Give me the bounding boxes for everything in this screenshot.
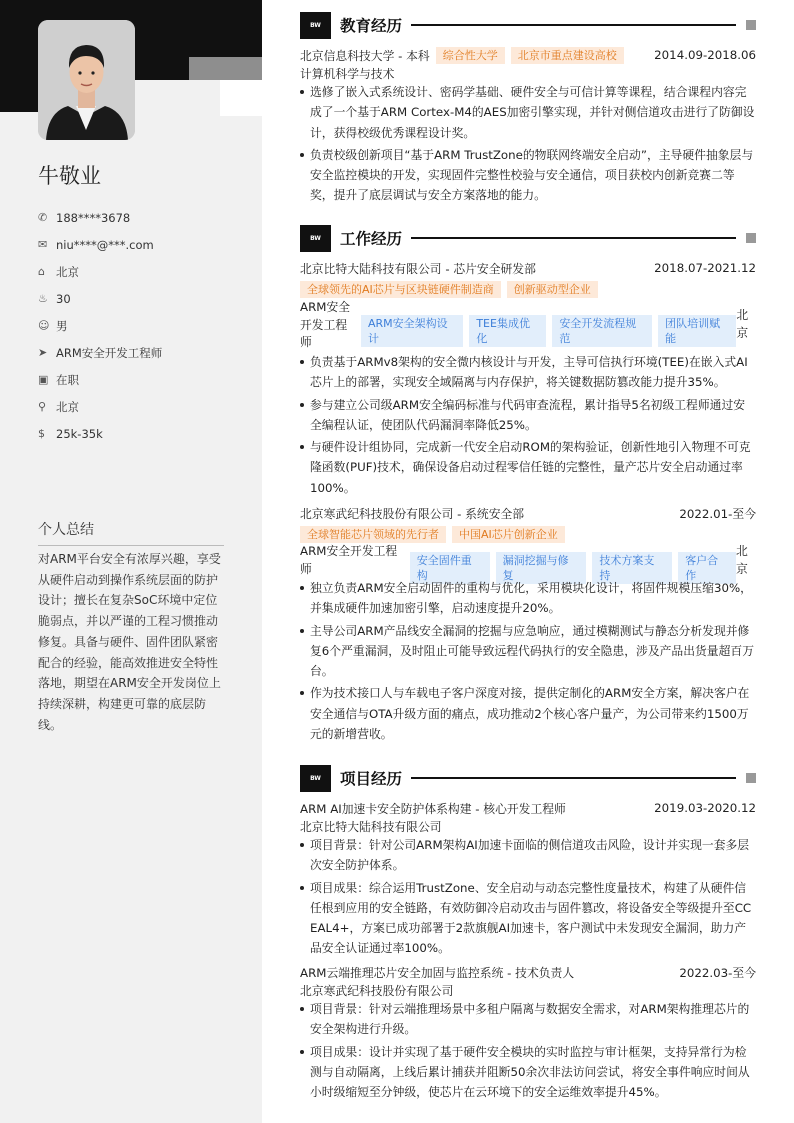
skill-tag: ARM安全架构设计 <box>361 315 463 347</box>
job-company: 北京寒武纪科技股份有限公司 - 系统安全部 <box>300 506 525 521</box>
job-date: 2022.01-至今 <box>679 506 756 521</box>
company-tag: 创新驱动型企业 <box>507 281 598 298</box>
contact-info-item <box>38 204 162 231</box>
project-name: ARM AI加速卡安全防护体系构建 - 核心开发工程师 <box>300 801 566 816</box>
contact-info-item <box>38 339 162 366</box>
header-decor-block <box>135 57 189 80</box>
divider <box>411 24 736 26</box>
money-icon: $ <box>38 427 45 440</box>
project-header-row <box>300 963 756 981</box>
divider <box>411 777 736 779</box>
section-title: 教育经历 <box>340 17 403 35</box>
work-section-header <box>300 224 756 252</box>
job-position: ARM安全开发工程师 <box>300 300 351 349</box>
list-item: 项目成果：设计并实现了基于硬件安全模块的实时监控与审计框架，支持异常行为检测与自动隔离，上线后累计捕获并阻断50余次非法访问尝试，将安全事件响应时间从小时级缩短至分钟级，使芯片在云环境下的安全运维效率提升45%。 <box>300 1042 756 1103</box>
job-header-row <box>300 259 756 277</box>
skill-tag: 漏洞挖掘与修复 <box>496 552 587 584</box>
project-company: 北京寒武纪科技股份有限公司 <box>300 983 454 998</box>
phone-icon: ✆ <box>38 211 48 224</box>
job-bullets <box>300 578 756 746</box>
skill-tag: TEE集成优化 <box>469 315 546 347</box>
project-header-row <box>300 799 756 817</box>
contact-info-item <box>38 231 162 258</box>
job-position-row <box>300 299 756 352</box>
major-name: 计算机科学与技术 <box>300 66 395 81</box>
contact-info-item <box>38 393 162 420</box>
briefcase-icon: ▣ <box>38 373 49 386</box>
summary-text: 对ARM平台安全有浓厚兴趣，享受从硬件启动到操作系统层面的防护设计；擅长在复杂SoC环境中定位脆弱点，并以严谨的工程习惯推动修复。具备与硬件、固件团队紧密配合的经验，能高效推进安全特性落地，期望在ARM安全开发岗位上持续深耕，构建更可靠的底层防线。 <box>38 552 221 732</box>
list-item: 项目背景：针对云端推理场景中多租户隔离与数据安全需求，对ARM架构推理芯片的安全架构进行升级。 <box>300 999 756 1040</box>
company-tag: 中国AI芯片创新企业 <box>452 526 565 543</box>
list-item: 参与建立公司级ARM安全编码标准与代码审查流程，累计指导5名初级工程师通过安全编程认证，使团队代码漏洞率降低25%。 <box>300 395 756 436</box>
list-item: 与硬件设计组协同，完成新一代安全启动ROM的架构验证，创新性地引入物理不可克隆函数(PUF)技术，确保设备启动过程零信任链的完整性，量产芯片安全启动通过率100%。 <box>300 437 756 498</box>
school-tag: 北京市重点建设高校 <box>511 47 624 64</box>
company-tags <box>300 526 565 543</box>
skill-tag: 客户合作 <box>678 552 736 584</box>
square-icon <box>746 233 756 243</box>
square-icon <box>746 20 756 30</box>
skill-tag: 团队培训赋能 <box>658 315 736 347</box>
contact-info-text: 男 <box>56 318 68 333</box>
list-item: 作为技术接口人与车载电子客户深度对接，提供定制化的ARM安全方案，解决客户在安全通信与OTA升级方面的痛点，成功推动2个核心客户量产，为公司带来约1500万元的新增营收。 <box>300 683 756 744</box>
home-icon: ⌂ <box>38 265 45 278</box>
project-bullets <box>300 835 756 961</box>
school-tag: 综合性大学 <box>436 47 505 64</box>
education-section-header <box>300 11 756 39</box>
job-bullets <box>300 352 756 500</box>
square-icon <box>746 773 756 783</box>
job-city: 北京 <box>736 544 748 576</box>
project-date: 2019.03-2020.12 <box>654 801 756 815</box>
smile-icon: ☺ <box>38 319 50 332</box>
send-icon: ➤ <box>38 346 48 359</box>
project-section-header <box>300 764 756 792</box>
project-bullets <box>300 999 756 1104</box>
skill-tag: 技术方案支持 <box>592 552 672 584</box>
contact-info-text: ARM安全开发工程师 <box>56 345 163 360</box>
job-header-row <box>300 504 756 522</box>
project-company-row <box>300 981 756 999</box>
project-company-row <box>300 817 756 835</box>
cake-icon: ♨ <box>38 292 48 305</box>
contact-info-text: 30 <box>56 291 71 306</box>
contact-info-text: 北京 <box>56 399 79 414</box>
header-decor-block <box>0 57 38 112</box>
header-decor-white-block <box>220 80 262 116</box>
bw-logo-icon: BW <box>300 765 331 792</box>
person-avatar-icon <box>38 20 135 140</box>
list-item: 负责校级创新项目“基于ARM TrustZone的物联网终端安全启动”，主导硬件抽象层与安全监控模块的开发，实现固件完整性校验与安全通信，项目获校内创新竞赛二等奖，提升了底层调试与安全方案落地的能力。 <box>300 145 756 206</box>
contact-info-item <box>38 420 162 447</box>
header-decor-gray-block <box>189 57 262 80</box>
list-item: 项目成果：综合运用TrustZone、安全启动与动态完整性度量技术，构建了从硬件信任根到应用的安全链路，有效防御冷启动攻击与固件篡改，将设备安全等级提升至CC EAL4+，方案已成功部署于2款旗舰AI加速卡，客户测试中未发现安全漏洞，助力产品安全认证通过率100%。 <box>300 878 756 959</box>
bw-logo-icon: BW <box>300 225 331 252</box>
section-title: 项目经历 <box>340 770 403 788</box>
list-item: 项目背景：针对公司ARM架构AI加速卡面临的侧信道攻击风险，设计并实现一套多层次安全防护体系。 <box>300 835 756 876</box>
contact-info-text: 在职 <box>56 372 79 387</box>
contact-info-item <box>38 285 162 312</box>
skill-tags <box>355 315 736 347</box>
divider <box>411 237 736 239</box>
contact-info-text: niu****@***.com <box>56 237 154 252</box>
school-name: 北京信息科技大学 - 本科 <box>300 48 430 63</box>
list-item: 独立负责ARM安全启动固件的重构与优化，采用模块化设计，将固件规模压缩30%，并集成硬件加速加密引擎，启动速度提升20%。 <box>300 578 756 619</box>
education-bullets <box>300 82 756 208</box>
section-title: 工作经历 <box>340 230 403 248</box>
job-position: ARM安全开发工程师 <box>300 544 398 576</box>
skill-tag: 安全开发流程规范 <box>552 315 652 347</box>
contact-info-item <box>38 258 162 285</box>
company-tag: 全球智能芯片领域的先行者 <box>300 526 446 543</box>
project-name: ARM云端推理芯片安全加固与监控系统 - 技术负责人 <box>300 965 575 980</box>
company-tags <box>300 281 598 298</box>
education-major-row <box>300 64 756 82</box>
job-date: 2018.07-2021.12 <box>654 261 756 275</box>
pin-icon: ⚲ <box>38 400 47 413</box>
education-school-row <box>300 46 756 64</box>
sidebar <box>0 0 262 1123</box>
list-item: 选修了嵌入式系统设计、密码学基础、硬件安全与可信计算等课程，结合课程内容完成了一个基于ARM Cortex-M4的AES加密引擎实现，并针对侧信道攻击进行了防御设计，获得校级优秀课程设计奖。 <box>300 82 756 143</box>
contact-info-text: 188****3678 <box>56 210 131 225</box>
contact-info-item <box>38 366 162 393</box>
contact-info-list <box>38 204 162 447</box>
project-company: 北京比特大陆科技有限公司 <box>300 819 442 834</box>
project-date: 2022.03-至今 <box>679 965 756 980</box>
contact-info-item <box>38 312 162 339</box>
contact-info-text: 25k-35k <box>56 426 103 441</box>
job-city: 北京 <box>736 308 749 340</box>
company-tag: 全球领先的AI芯片与区块链硬件制造商 <box>300 281 501 298</box>
mail-icon: ✉ <box>38 238 48 251</box>
job-company: 北京比特大陆科技有限公司 - 芯片安全研发部 <box>300 261 536 276</box>
candidate-name: 牛敬业 <box>38 164 101 188</box>
list-item: 主导公司ARM产品线安全漏洞的挖掘与应急响应，通过模糊测试与静态分析发现并修复6个严重漏洞，及时阻止可能导致远程代码执行的安全隐患，涉及产品出货量超百万台。 <box>300 621 756 682</box>
skill-tag: 安全固件重构 <box>410 552 490 584</box>
list-item: 负责基于ARMv8架构的安全微内核设计与开发，主导可信执行环境(TEE)在嵌入式AI芯片上的部署，实现安全域隔离与内存保护，将关键数据防篡改能力提升35%。 <box>300 352 756 393</box>
bw-logo-icon: BW <box>300 12 331 39</box>
contact-info-text: 北京 <box>56 264 79 279</box>
profile-photo <box>38 20 135 140</box>
summary-heading: 个人总结 <box>38 519 224 546</box>
education-date: 2014.09-2018.06 <box>654 48 756 62</box>
